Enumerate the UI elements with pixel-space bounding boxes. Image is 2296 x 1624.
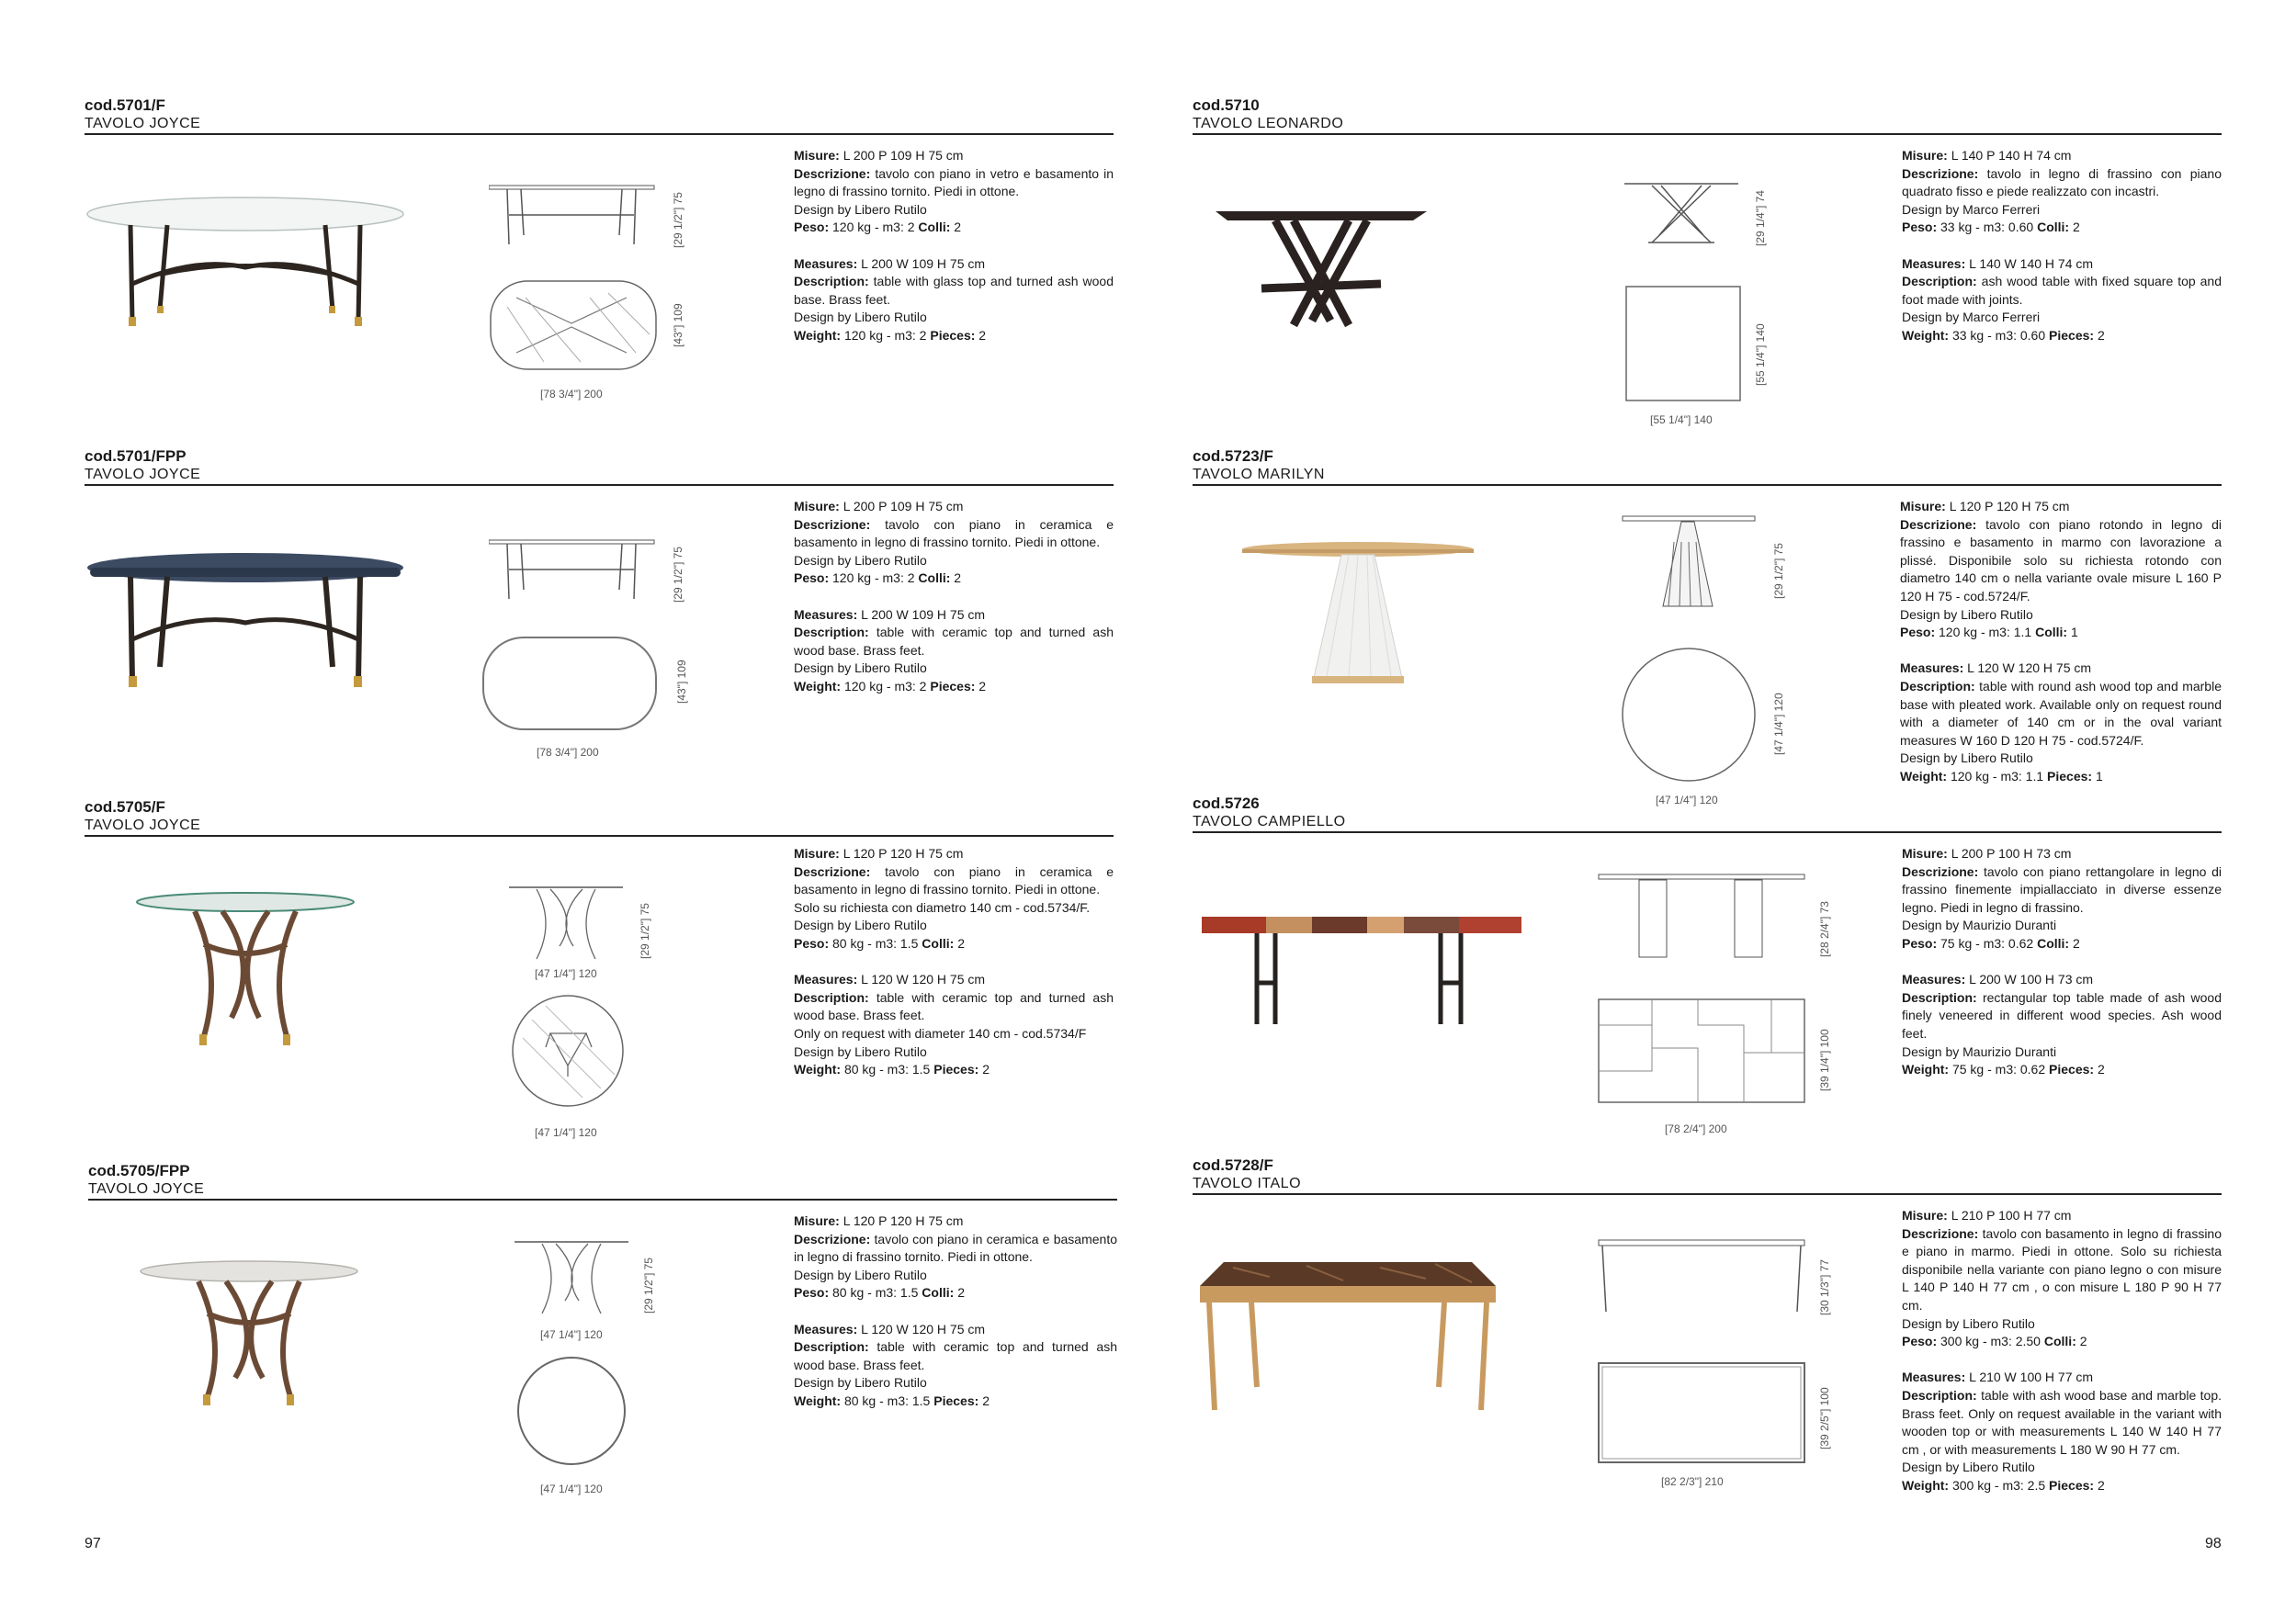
product-spec: Misure: L 200 P 109 H 75 cm Descrizione: tavolo con piano in vetro e basamento in legno di frassino tornito. Piedi in ottone. Design by Libero Rutilo Peso: 120 kg - m3: 2 Colli: 2 Measures: L 200 W 109 H 75 cm Description: table with glass top and turned ash wood base. Brass feet. Design by Libero Rutilo Weight: 120 kg - m3: 2 Pieces: 2 <box>794 148 1114 343</box>
product-header <box>1193 1156 2222 1195</box>
product-header <box>85 96 1114 135</box>
product-spec: Misure: L 120 P 120 H 75 cm Descrizione: tavolo con piano rotondo in legno di frassino e basamento in marmo con lavorazione a plissé. Disponibile solo su richiesta rotondo con diametro 140 cm o nella variante ovale misure L 160 P 120 H 75 - cod.5724/F. Design by Libero Rutilo Peso: 120 kg - m3: 1.1 Colli: 1 Measures: L 120 W 120 H 75 cm Description: table with round ash wood top and marble base with pleated work. Available only on request round with a diameter of 140 cm or in the oval variant measures W 160 D 120 H 75 - cod.5724/F. Design by Libero Rutilo Weight: 120 kg - m3: 1.1 Pieces: 1 <box>1900 499 2222 784</box>
product-code: cod.5705/FPP <box>88 1162 190 1179</box>
product-photo-veneered-rectangular-table <box>1202 909 1523 1029</box>
product-5705-f <box>85 797 1114 1137</box>
dimension-label-height <box>1766 514 1790 606</box>
product-name: TAVOLO CAMPIELLO <box>1193 814 1346 829</box>
technical-drawing-plan <box>489 279 673 380</box>
product-5701-fpp <box>85 446 1114 759</box>
svg-text:[55 1/4"] 140: [55 1/4"] 140 <box>1754 323 1767 386</box>
product-photo-round-glass-table <box>130 889 360 1064</box>
dimension-label-diameter: [47 1/4"] 120 <box>535 1126 597 1139</box>
product-5723-f <box>1193 446 2222 814</box>
technical-drawing-plan <box>1624 285 1744 404</box>
dimension-label-length: [78 3/4"] 200 <box>540 388 603 400</box>
svg-text:[29 1/2"] 75: [29 1/2"] 75 <box>672 192 684 248</box>
dimension-label-depth <box>1747 303 1771 395</box>
product-name: TAVOLO JOYCE <box>85 116 201 131</box>
technical-drawing-plan <box>481 636 665 737</box>
product-code: cod.5701/F <box>85 96 165 114</box>
product-code: cod.5705/F <box>85 798 165 816</box>
technical-drawing-side <box>1597 873 1808 964</box>
dimension-label-depth <box>1766 671 1790 762</box>
svg-text:[29 1/2"] 75: [29 1/2"] 75 <box>642 1257 655 1314</box>
svg-text:[28 2/4"] 73: [28 2/4"] 73 <box>1818 901 1831 957</box>
technical-drawing-plan <box>1597 1361 1808 1468</box>
product-spec: Misure: L 120 P 120 H 75 cm Descrizione: tavolo con piano in ceramica e basamento in legno di frassino tornito. Piedi in ottone. Design by Libero Rutilo Peso: 80 kg - m3: 1.5 Colli: 2 Measures: L 120 W 120 H 75 cm Description: table with ceramic top and turned ash wood base. Brass feet. Design by Libero Rutilo Weight: 80 kg - m3: 1.5 Pieces: 2 <box>794 1213 1117 1408</box>
svg-text:[39 1/4"] 100: [39 1/4"] 100 <box>1818 1029 1831 1091</box>
technical-drawing-side <box>509 882 628 964</box>
product-photo-ceramic-oval-table <box>85 547 406 694</box>
product-spec: Misure: L 200 P 109 H 75 cm Descrizione: tavolo con piano in ceramica e basamento in legno di frassino tornito. Piedi in ottone. Design by Libero Rutilo Peso: 120 kg - m3: 2 Colli: 2 Measures: L 200 W 109 H 75 cm Description: table with ceramic top and turned ash wood base. Brass feet. Design by Libero Rutilo Weight: 120 kg - m3: 2 Pieces: 2 <box>794 499 1114 694</box>
technical-drawing-side <box>489 178 673 252</box>
product-spec: Misure: L 200 P 100 H 73 cm Descrizione: tavolo con piano rettangolare in legno di frassino finemente impiallacciato in diverse essenze legno. Piedi in legno di frassino. Design by Maurizio Duranti Peso: 75 kg - m3: 0.62 Colli: 2 Measures: L 200 W 100 H 73 cm Description: rectangular top table made of ash wood finely veneered in different wood species. Ash wood feet. Design by Maurizio Duranti Weight: 75 kg - m3: 0.62 Pieces: 2 <box>1902 846 2222 1077</box>
svg-text:[29 1/2"] 75: [29 1/2"] 75 <box>1772 543 1785 599</box>
dimension-label-width: [47 1/4"] 120 <box>540 1328 603 1341</box>
product-code: cod.5726 <box>1193 795 1260 812</box>
product-name: TAVOLO ITALO <box>1193 1176 1302 1191</box>
product-name: TAVOLO JOYCE <box>85 818 201 833</box>
dimension-label-length: [55 1/4"] 140 <box>1650 413 1713 426</box>
product-photo-round-ceramic-table <box>134 1258 364 1424</box>
product-header <box>1193 96 2222 135</box>
product-spec: Misure: L 210 P 100 H 77 cm Descrizione: tavolo con basamento in legno di frassino e piano in marmo. Piedi in ottone. Solo su richiesta disponibile nella variante con piano legno o con misure L 140 P 140 H 77 cm , o con misure L 180 P 90 H 77 cm. Design by Libero Rutilo Peso: 300 kg - m3: 2.50 Colli: 2 Measures: L 210 W 100 H 77 cm Description: table with ash wood base and marble top. Brass feet. Only on request available in the variant with wooden top or with measurements L 140 W 140 H 77 cm , or with measurements L 180 W 90 H 77 cm. Design by Libero Rutilo Weight: 300 kg - m3: 2.5 Pieces: 2 <box>1902 1208 2222 1493</box>
dimension-label-depth <box>1812 1009 1836 1100</box>
product-photo-round-marble-base-table <box>1238 538 1477 694</box>
dimension-label-depth <box>665 288 689 371</box>
page-number-right: 98 <box>2205 1536 2222 1551</box>
product-spec: Misure: L 140 P 140 H 74 cm Descrizione: tavolo in legno di frassino con piano quadrato fisso e piede realizzato con incastri. Design by Marco Ferreri Peso: 33 kg - m3: 0.60 Colli: 2 Measures: L 140 W 140 H 74 cm Description: ash wood table with fixed square top and foot made with joints. Design by Marco Ferreri Weight: 33 kg - m3: 0.60 Pieces: 2 <box>1902 148 2222 343</box>
dimension-label-height <box>632 882 656 964</box>
dimension-label-depth <box>669 645 693 727</box>
product-5728-f <box>1193 1156 2222 1523</box>
technical-drawing-side <box>1624 178 1744 252</box>
page-number-left: 97 <box>85 1536 101 1551</box>
technical-drawing-side <box>489 533 673 606</box>
dimension-label-height <box>665 180 689 254</box>
technical-drawing-plan <box>1597 998 1808 1108</box>
svg-text:[30 1/3"] 77: [30 1/3"] 77 <box>1818 1259 1831 1315</box>
product-name: TAVOLO JOYCE <box>88 1181 205 1197</box>
technical-drawing-side <box>515 1236 634 1319</box>
product-code: cod.5710 <box>1193 96 1260 114</box>
product-photo-glass-oval-table <box>85 192 406 330</box>
product-header <box>85 446 1114 486</box>
svg-text:[29 1/2"] 75: [29 1/2"] 75 <box>639 903 651 959</box>
product-5710 <box>1193 96 2222 426</box>
product-code: cod.5701/FPP <box>85 447 187 465</box>
dimension-label-diameter: [47 1/4"] 120 <box>1656 794 1718 806</box>
product-code: cod.5728/F <box>1193 1156 1273 1174</box>
svg-text:[43"] 109: [43"] 109 <box>675 660 688 704</box>
product-code: cod.5723/F <box>1193 447 1273 465</box>
product-header <box>85 797 1114 837</box>
product-name: TAVOLO LEONARDO <box>1193 116 1344 131</box>
technical-drawing-plan <box>515 1354 634 1473</box>
product-name: TAVOLO JOYCE <box>85 467 201 482</box>
dimension-label-width: [47 1/4"] 120 <box>535 967 597 980</box>
svg-text:[47 1/4"] 120: [47 1/4"] 120 <box>1772 693 1785 755</box>
product-photo-marble-top-table <box>1196 1258 1499 1415</box>
product-name: TAVOLO MARILYN <box>1193 467 1325 482</box>
product-5726 <box>1193 794 2222 1143</box>
svg-text:[43"] 109: [43"] 109 <box>672 303 684 347</box>
dimension-label-height <box>1812 1240 1836 1323</box>
product-header <box>88 1161 1117 1201</box>
technical-drawing-side <box>1621 514 1759 615</box>
technical-drawing-plan <box>509 992 628 1111</box>
svg-text:[29 1/2"] 75: [29 1/2"] 75 <box>672 547 684 603</box>
product-spec: Misure: L 120 P 120 H 75 cm Descrizione: tavolo con piano in ceramica e basamento in legno di frassino tornito. Piedi in ottone. Solo su richiesta con diametro 140 cm - cod.5734/F. Design by Libero Rutilo Peso: 80 kg - m3: 1.5 Colli: 2 Measures: L 120 W 120 H 75 cm Description: table with ceramic top and turned ash wood base. Brass feet. Only on request with diameter 140 cm - cod.5734/F Design by Libero Rutilo Weight: 80 kg - m3: 1.5 Pieces: 2 <box>794 846 1114 1077</box>
dimension-label-length: [78 3/4"] 200 <box>537 746 599 759</box>
product-header <box>1193 794 2222 833</box>
dimension-label-height <box>1812 874 1836 966</box>
product-header <box>1193 446 2222 486</box>
technical-drawing-plan <box>1621 647 1759 784</box>
dimension-label-height <box>1747 178 1771 252</box>
dimension-label-height <box>665 535 689 608</box>
product-photo-square-wood-table <box>1211 197 1431 334</box>
product-5705-fpp <box>88 1161 1117 1510</box>
svg-text:[29 1/4"] 74: [29 1/4"] 74 <box>1754 190 1767 246</box>
product-5701-f <box>85 96 1114 408</box>
technical-drawing-side <box>1597 1238 1808 1321</box>
dimension-label-length: [82 2/3"] 210 <box>1661 1475 1724 1488</box>
dimension-label-depth <box>1812 1370 1836 1462</box>
dimension-label-height <box>636 1236 660 1319</box>
dimension-label-diameter: [47 1/4"] 120 <box>540 1483 603 1495</box>
dimension-label-length: [78 2/4"] 200 <box>1665 1122 1727 1135</box>
svg-text:[39 2/5"] 100: [39 2/5"] 100 <box>1818 1387 1831 1449</box>
